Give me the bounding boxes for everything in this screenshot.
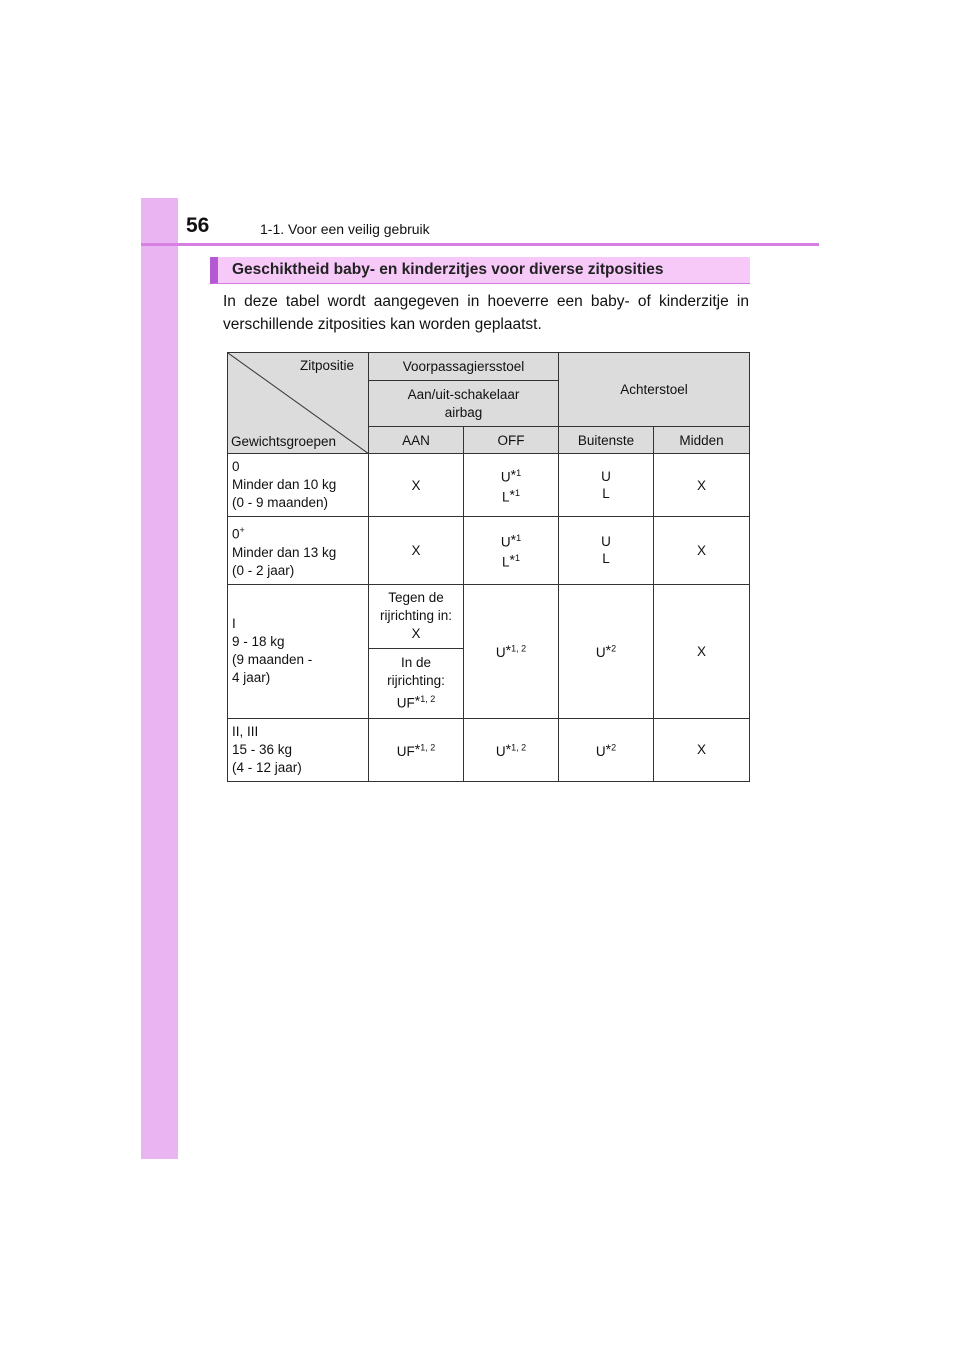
group-name-superscript: + [239, 525, 245, 535]
cell-value: UF [396, 695, 415, 711]
cell-value: U [500, 534, 511, 550]
footnote-ref: 2 [611, 643, 617, 654]
airbag-switch-label: Aan/uit-schakelaar airbag [407, 386, 520, 420]
cell-value: L [602, 486, 610, 501]
group-weight: Minder dan 13 kg [232, 544, 337, 560]
group-age: 4 jaar) [232, 670, 271, 685]
cell-off: U*$^1$ L*$^1$ [464, 454, 559, 517]
cell-on-rearward [369, 584, 464, 648]
weight-group-cell [228, 517, 369, 585]
group-weight: Minder dan 10 kg [232, 477, 337, 492]
section-heading [210, 257, 750, 284]
group-age: (4 - 12 jaar) [232, 759, 302, 775]
cell-middle: X [654, 517, 750, 585]
group-age: (0 - 2 jaar) [232, 562, 295, 578]
cell-value: U [595, 645, 606, 660]
group-weight: 9 - 18 kg [232, 634, 285, 649]
intro-paragraph: In deze tabel wordt aangegeven in hoeverre een baby- of kinderzitje in verschillende zitposities kan worden geplaatst. [223, 293, 749, 333]
section-title: Geschiktheid baby- en kinderzitjes voor diverse zitposities [232, 261, 664, 278]
footnote-ref: 1 [514, 488, 520, 498]
cell-middle: X [654, 718, 750, 781]
footnote-ref: 1, 2 [511, 643, 527, 654]
footnote-ref: 1, 2 [420, 693, 436, 704]
weight-group-cell [228, 584, 369, 718]
table-row [228, 454, 750, 517]
col-header-off: OFF [464, 427, 559, 454]
cell-value: L [502, 554, 510, 570]
cell-outer: U*$^2$ [559, 718, 654, 781]
header-rule [141, 243, 819, 246]
footnote-ref: 1, 2 [420, 742, 436, 752]
cell-outer: U*$^2$ [559, 584, 654, 718]
cell-on-forward: In de rijrichting: UF*$^{1, 2}$ [369, 648, 464, 718]
cell-value: L [602, 551, 610, 567]
group-name: 0 [232, 526, 240, 542]
cell-off: U*$^{1, 2}$ [464, 584, 559, 718]
rear-seat-header: Achterstoel [559, 353, 750, 427]
table-row [228, 718, 750, 781]
cell-text: In de [400, 654, 432, 670]
cell-on: X [369, 517, 464, 585]
col-header-on: AAN [369, 427, 464, 454]
col-header-middle: Midden [654, 427, 750, 454]
cell-on: X [369, 454, 464, 517]
group-name: I [232, 616, 236, 631]
side-color-strip [141, 198, 178, 1159]
cell-value: U [601, 469, 611, 484]
chapter-title: 1-1. Voor een veilig gebruik [260, 221, 430, 237]
group-weight: 15 - 36 kg [232, 741, 293, 757]
footnote-ref: 1 [516, 467, 522, 478]
cell-middle: X [654, 454, 750, 517]
child-seat-table [227, 352, 750, 782]
airbag-switch-header [369, 381, 559, 427]
cell-value: U [495, 645, 506, 660]
cell-value: U [495, 743, 506, 759]
cell-off: U*$^{1, 2}$ [464, 718, 559, 781]
group-age: (9 maanden - [232, 652, 313, 667]
cell-text: rijrichting in: [379, 608, 453, 623]
table-corner-cell [228, 353, 369, 454]
cell-outer [559, 517, 654, 585]
footnote-ref: 1, 2 [511, 742, 527, 752]
group-name: 0 [232, 459, 240, 474]
footnote-ref: 1 [514, 553, 520, 564]
weight-group-cell [228, 718, 369, 781]
cell-value: L [502, 489, 510, 505]
corner-seat-position-label: Zitpositie [299, 358, 354, 373]
cell-text: rijrichting: [387, 672, 445, 688]
footnote-ref: 2 [611, 742, 617, 752]
page-number: 56 [186, 214, 210, 237]
table-row [228, 584, 750, 648]
cell-value: U [595, 743, 606, 759]
cell-outer [559, 454, 654, 517]
front-seat-header: Voorpassagiersstoel [369, 353, 559, 381]
cell-off: U*$^1$ L*$^1$ [464, 517, 559, 585]
weight-group-cell [228, 454, 369, 517]
cell-value: UF [396, 743, 415, 759]
group-age: (0 - 9 maanden) [232, 495, 329, 510]
cell-value: U [500, 469, 511, 484]
cell-text: Tegen de [388, 590, 444, 605]
cell-value: X [411, 626, 421, 641]
footnote-ref: 1 [516, 532, 522, 543]
table-row [228, 517, 750, 585]
cell-on: UF*$^{1, 2}$ [369, 718, 464, 781]
col-header-outer: Buitenste [559, 427, 654, 454]
cell-middle: X [654, 584, 750, 718]
group-name: II, III [232, 723, 259, 739]
corner-weight-group-label: Gewichtsgroepen [231, 434, 337, 449]
cell-value: U [601, 534, 611, 550]
